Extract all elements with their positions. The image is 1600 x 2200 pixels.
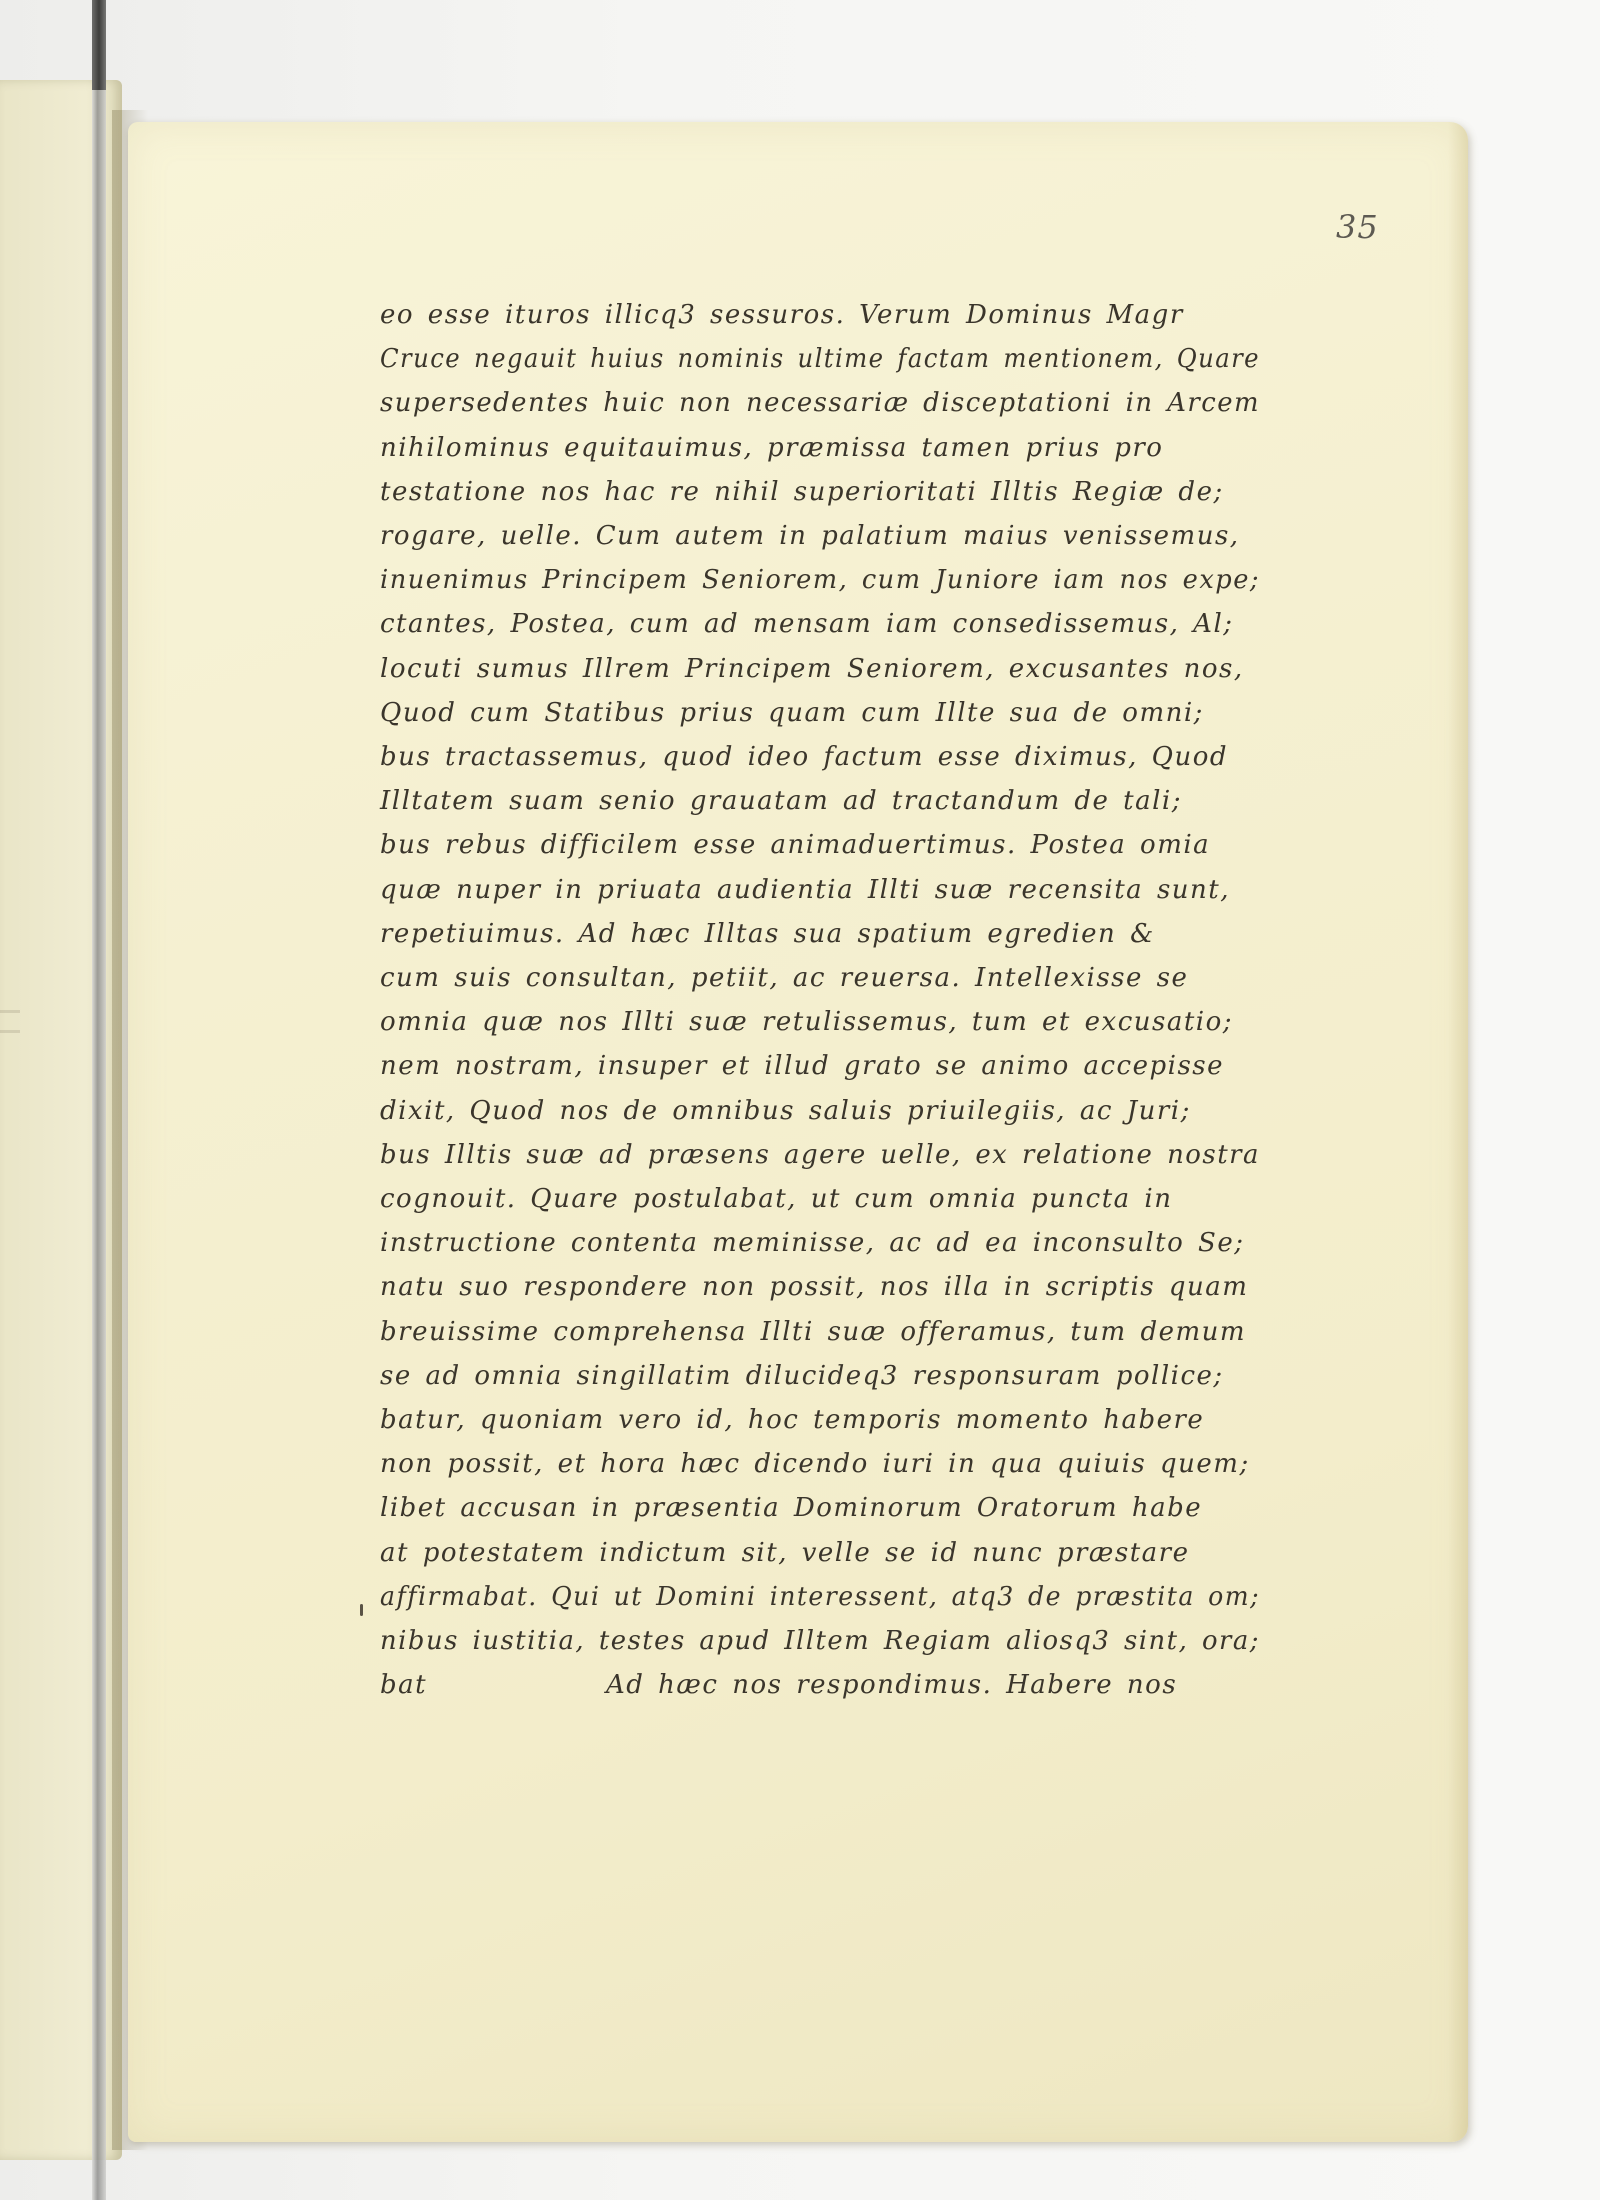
line-text: bus tractassemus, quod ideo factum esse diximus, Quod bbox=[380, 742, 1229, 772]
bleed-trace bbox=[0, 1030, 20, 1033]
line-text: Illtatem suam senio grauatam ad tractandum de tali; bbox=[380, 786, 1182, 817]
line-text: rogare, uelle. Cum autem in palatium maius venissemus, bbox=[380, 521, 1240, 551]
manuscript-line bbox=[380, 830, 1210, 874]
line-text: cognouit. Quare postulabat, ut cum omnia puncta in bbox=[380, 1184, 1173, 1214]
line-text: quæ nuper in priuata audientia Illti suæ recensita sunt, bbox=[380, 874, 1230, 905]
manuscript-line bbox=[380, 1184, 1173, 1228]
manuscript-line bbox=[380, 1582, 1289, 1626]
line-text: ctantes, Postea, cum ad mensam iam consedissemus, Al; bbox=[380, 609, 1234, 640]
manuscript-line bbox=[380, 1538, 1189, 1582]
line-text: omnia quæ nos Illti suæ retulissemus, tum et excusatio; bbox=[380, 1007, 1234, 1038]
line-text: Quod cum Statibus prius quam cum Illte sua de omni; bbox=[380, 697, 1204, 728]
folio-number: 35 bbox=[1336, 208, 1379, 246]
binding-strip bbox=[92, 0, 106, 2200]
binding-top bbox=[92, 0, 106, 90]
manuscript-line bbox=[380, 1405, 1204, 1449]
margin-mark bbox=[360, 1604, 363, 1616]
manuscript-line bbox=[380, 1096, 1191, 1140]
manuscript-line bbox=[380, 654, 1244, 698]
line-text: instructione contenta meminisse, ac ad ea inconsulto Se; bbox=[380, 1228, 1245, 1259]
manuscript-line bbox=[380, 1449, 1250, 1493]
manuscript-line bbox=[380, 698, 1204, 742]
manuscript-line bbox=[380, 963, 1188, 1007]
manuscript-line bbox=[380, 433, 1163, 477]
line-text: cum suis consultan, petiit, ac reuersa. Intellexisse se bbox=[380, 963, 1189, 993]
line-text: eo esse ituros illicq3 sessuros. Verum Dominus Magr bbox=[380, 300, 1184, 330]
manuscript-line bbox=[380, 1228, 1244, 1272]
line-text: repetiuimus. Ad hæc Illtas sua spatium egredien & bbox=[380, 918, 1155, 949]
manuscript-line bbox=[380, 919, 1155, 963]
line-text: testatione nos hac re nihil superioritati Illtis Regiæ de; bbox=[380, 476, 1224, 507]
manuscript-line bbox=[380, 1361, 1224, 1405]
line-text: bat bbox=[380, 1670, 428, 1701]
line-text: libet accusan in præsentia Dominorum Oratorum habe bbox=[380, 1493, 1203, 1524]
manuscript-line bbox=[380, 1272, 1248, 1316]
line-text: breuissime comprehensa Illti suæ offeramus, tum demum bbox=[380, 1316, 1247, 1347]
line-text: inuenimus Principem Seniorem, cum Juniore iam nos expe; bbox=[380, 565, 1260, 596]
bleed-trace bbox=[0, 1010, 20, 1013]
manuscript-line bbox=[380, 1051, 1224, 1095]
manuscript-line bbox=[380, 786, 1182, 830]
line-text: bus rebus difficilem esse animaduertimus. Postea omia bbox=[380, 830, 1211, 861]
manuscript-line bbox=[380, 875, 1230, 919]
manuscript-line bbox=[380, 1317, 1246, 1361]
closing-line-text: Ad hæc nos respondimus. Habere nos bbox=[606, 1670, 1178, 1701]
manuscript-line bbox=[380, 565, 1271, 609]
line-text: se ad omnia singillatim dilucideq3 responsuram pollice; bbox=[380, 1360, 1224, 1391]
manuscript-line bbox=[380, 609, 1234, 653]
line-text: nem nostram, insuper et illud grato se animo accepisse bbox=[380, 1051, 1225, 1082]
manuscript-line bbox=[380, 477, 1224, 521]
line-text: non possit, et hora hæc dicendo iuri in qua quiuis quem; bbox=[380, 1449, 1250, 1480]
line-text: affirmabat. Qui ut Domini interessent, atq3 de præstita om; bbox=[380, 1581, 1260, 1612]
line-text: nihilominus equitauimus, præmissa tamen prius pro bbox=[380, 432, 1164, 463]
line-text: dixit, Quod nos de omnibus saluis priuilegiis, ac Juri; bbox=[380, 1095, 1191, 1126]
line-text: natu suo respondere non possit, nos illa in scriptis quam bbox=[380, 1272, 1249, 1303]
line-text: Cruce negauit huius nominis ultime factam mentionem, Quare bbox=[380, 344, 1260, 375]
manuscript-line bbox=[380, 521, 1240, 565]
line-text: nibus iustitia, testes apud Illtem Regiam aliosq3 sint, ora; bbox=[380, 1626, 1260, 1656]
line-text: supersedentes huic non necessariæ disceptationi in Arcem bbox=[380, 388, 1260, 419]
manuscript-line bbox=[380, 1140, 1262, 1184]
manuscript-line bbox=[380, 1007, 1233, 1051]
manuscript-line bbox=[380, 300, 1184, 344]
line-text: locuti sumus Illrem Principem Seniorem, excusantes nos, bbox=[380, 653, 1244, 684]
manuscript-line bbox=[380, 1493, 1202, 1537]
manuscript-line bbox=[380, 742, 1228, 786]
manuscript-line bbox=[380, 388, 1265, 432]
manuscript-line bbox=[380, 1670, 1178, 1714]
line-text: batur, quoniam vero id, hoc temporis momento habere bbox=[380, 1405, 1205, 1435]
manuscript-line bbox=[380, 1626, 1265, 1670]
line-text: at potestatem indictum sit, velle se id nunc præstare bbox=[380, 1537, 1190, 1568]
line-text: bus Illtis suæ ad præsens agere uelle, ex relatione nostra bbox=[380, 1139, 1260, 1170]
manuscript-line bbox=[380, 344, 1319, 388]
